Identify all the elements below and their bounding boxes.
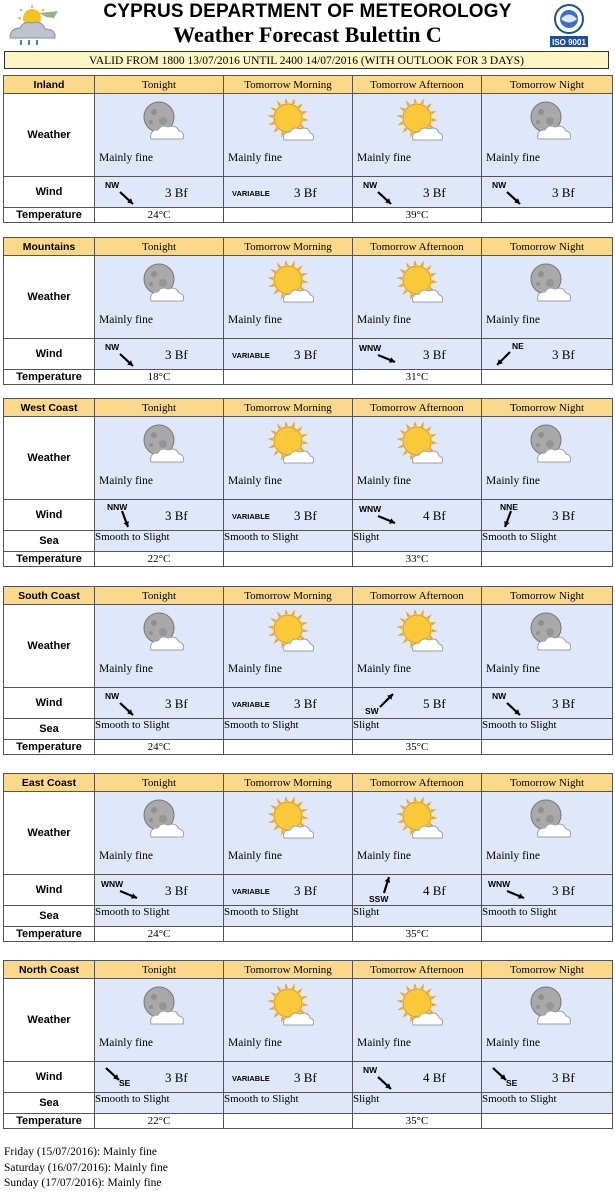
wind-force: 4 Bf xyxy=(423,508,446,523)
wind-direction: NW xyxy=(105,342,120,352)
wind-direction: NW xyxy=(363,180,378,190)
temperature-high: 35°C xyxy=(353,927,482,942)
outlook-day-1: Friday (15/07/2016): Mainly fine xyxy=(4,1146,157,1158)
weather-text: Mainly fine xyxy=(99,663,153,675)
temperature-high: 35°C xyxy=(353,1114,482,1129)
weather-text: Mainly fine xyxy=(357,475,411,487)
temperature-low: 24°C xyxy=(95,740,224,755)
column-header: Tomorrow Night xyxy=(482,76,613,94)
wind-arrow-icon xyxy=(494,349,514,369)
column-header: Tomorrow Afternoon xyxy=(353,399,482,417)
column-header: Tonight xyxy=(95,774,224,792)
wind-direction: VARIABLE xyxy=(232,512,270,521)
weather-text: Mainly fine xyxy=(486,1037,540,1049)
weather-text: Mainly fine xyxy=(486,152,540,164)
sea-state: Smooth to Slight xyxy=(95,531,224,552)
moon-cloud-icon xyxy=(137,984,185,1028)
wind-direction: WNW xyxy=(359,343,382,353)
wind-direction: SSW xyxy=(369,894,389,904)
temperature-low: 18°C xyxy=(95,370,224,385)
weather-cell xyxy=(482,792,613,875)
wind-force: 3 Bf xyxy=(165,347,188,362)
temperature-empty xyxy=(482,208,613,223)
weather-cell xyxy=(95,605,224,688)
temperature-empty xyxy=(482,370,613,385)
wind-cell xyxy=(224,177,353,208)
column-header: Tomorrow Afternoon xyxy=(353,587,482,605)
sun-cloud-icon xyxy=(395,261,443,305)
weather-cell xyxy=(353,605,482,688)
row-label-sea: Sea xyxy=(4,531,95,552)
wind-cell xyxy=(95,339,224,370)
column-header: Tomorrow Morning xyxy=(224,76,353,94)
wind-force: 3 Bf xyxy=(552,696,575,711)
wind-direction: NNE xyxy=(500,502,518,512)
wind-force: 3 Bf xyxy=(165,508,188,523)
forecast-table-south-coast xyxy=(3,586,613,755)
wind-force: 5 Bf xyxy=(423,696,446,711)
row-label-temperature: Temperature xyxy=(4,208,95,223)
row-label-wind: Wind xyxy=(4,875,95,906)
forecast-table-inland xyxy=(3,75,613,223)
moon-cloud-icon xyxy=(524,422,572,466)
wind-cell xyxy=(95,500,224,531)
weather-text: Mainly fine xyxy=(99,152,153,164)
temperature-empty xyxy=(482,740,613,755)
row-label-weather: Weather xyxy=(4,979,95,1062)
temperature-empty xyxy=(482,1114,613,1129)
column-header: Tomorrow Night xyxy=(482,238,613,256)
sun-cloud-icon xyxy=(395,797,443,841)
wind-force: 3 Bf xyxy=(294,883,317,898)
wind-cell xyxy=(482,875,613,906)
wind-direction: NW xyxy=(492,691,507,701)
temperature-empty xyxy=(224,1114,353,1129)
weather-text: Mainly fine xyxy=(486,314,540,326)
wind-arrow-icon xyxy=(117,351,137,371)
row-label-wind: Wind xyxy=(4,688,95,719)
weather-cell xyxy=(353,417,482,500)
weather-text: Mainly fine xyxy=(357,1037,411,1049)
sea-state: Smooth to Slight xyxy=(482,531,613,552)
validity-banner: VALID FROM 1800 13/07/2016 UNTIL 2400 14/07/2016 (WITH OUTLOOK FOR 3 DAYS) xyxy=(4,51,609,69)
sea-state: Slight xyxy=(353,906,482,927)
wind-direction: VARIABLE xyxy=(232,351,270,360)
moon-cloud-icon xyxy=(524,610,572,654)
page-header xyxy=(0,0,615,50)
wind-cell xyxy=(224,1062,353,1093)
region-name: Inland xyxy=(4,76,95,94)
wind-direction: NE xyxy=(512,341,524,351)
column-header: Tomorrow Morning xyxy=(224,961,353,979)
column-header: Tomorrow Night xyxy=(482,399,613,417)
sea-state: Smooth to Slight xyxy=(95,719,224,740)
sun-cloud-icon xyxy=(395,984,443,1028)
wind-direction: VARIABLE xyxy=(232,700,270,709)
wind-force: 3 Bf xyxy=(423,185,446,200)
wind-force: 4 Bf xyxy=(423,883,446,898)
sea-state: Smooth to Slight xyxy=(224,719,353,740)
weather-cell xyxy=(482,256,613,339)
weather-cell xyxy=(482,94,613,177)
sea-state: Smooth to Slight xyxy=(224,1093,353,1114)
iso-logo-icon xyxy=(546,2,592,48)
column-header: Tomorrow Morning xyxy=(224,587,353,605)
moon-cloud-icon xyxy=(137,99,185,143)
weather-cell xyxy=(224,94,353,177)
wind-arrow-icon xyxy=(117,700,137,720)
row-label-temperature: Temperature xyxy=(4,1114,95,1129)
wind-direction: SE xyxy=(119,1078,131,1088)
weather-text: Mainly fine xyxy=(357,663,411,675)
wind-direction: VARIABLE xyxy=(232,887,270,896)
wind-force: 3 Bf xyxy=(294,508,317,523)
sea-state: Smooth to Slight xyxy=(224,906,353,927)
wind-cell xyxy=(353,875,482,906)
row-label-wind: Wind xyxy=(4,177,95,208)
sea-state: Smooth to Slight xyxy=(482,906,613,927)
sun-cloud-icon xyxy=(395,99,443,143)
column-header: Tomorrow Afternoon xyxy=(353,774,482,792)
wind-arrow-icon xyxy=(490,1065,510,1085)
row-label-temperature: Temperature xyxy=(4,740,95,755)
moon-cloud-icon xyxy=(137,610,185,654)
outlook xyxy=(4,1145,168,1192)
weather-text: Mainly fine xyxy=(486,850,540,862)
weather-cell xyxy=(353,792,482,875)
wind-direction: SE xyxy=(506,1078,518,1088)
wind-force: 3 Bf xyxy=(552,1070,575,1085)
column-header: Tonight xyxy=(95,399,224,417)
column-header: Tomorrow Afternoon xyxy=(353,961,482,979)
row-label-temperature: Temperature xyxy=(4,370,95,385)
temperature-empty xyxy=(482,552,613,567)
row-label-weather: Weather xyxy=(4,605,95,688)
wind-direction: SW xyxy=(365,706,379,716)
wind-direction: VARIABLE xyxy=(232,189,270,198)
forecast-table-east-coast xyxy=(3,773,613,942)
column-header: Tomorrow Morning xyxy=(224,774,353,792)
weather-cell xyxy=(353,256,482,339)
wind-force: 3 Bf xyxy=(165,185,188,200)
weather-cell xyxy=(224,792,353,875)
wind-arrow-icon xyxy=(377,349,397,369)
row-label-wind: Wind xyxy=(4,339,95,370)
wind-force: 3 Bf xyxy=(294,696,317,711)
wind-direction: WNW xyxy=(101,879,124,889)
weather-text: Mainly fine xyxy=(228,663,282,675)
weather-cell xyxy=(482,417,613,500)
iso-label: ISO 9001 xyxy=(552,38,586,47)
sun-cloud-icon xyxy=(266,422,314,466)
temperature-empty xyxy=(224,552,353,567)
sun-cloud-icon xyxy=(266,610,314,654)
weather-cell xyxy=(224,979,353,1062)
temperature-empty xyxy=(224,370,353,385)
wind-cell xyxy=(482,1062,613,1093)
wind-arrow-icon xyxy=(498,510,518,530)
sea-state: Smooth to Slight xyxy=(95,906,224,927)
region-name: West Coast xyxy=(4,399,95,417)
wind-direction: WNW xyxy=(488,879,511,889)
column-header: Tonight xyxy=(95,76,224,94)
weather-text: Mainly fine xyxy=(486,663,540,675)
column-header: Tomorrow Afternoon xyxy=(353,238,482,256)
wind-cell xyxy=(353,1062,482,1093)
row-label-sea: Sea xyxy=(4,1093,95,1114)
wind-force: 3 Bf xyxy=(423,347,446,362)
moon-cloud-icon xyxy=(137,797,185,841)
column-header: Tomorrow Morning xyxy=(224,399,353,417)
wind-arrow-icon xyxy=(117,189,137,209)
sun-cloud-icon xyxy=(266,984,314,1028)
wind-force: 3 Bf xyxy=(165,1070,188,1085)
outlook-day-2: Saturday (16/07/2016): Mainly fine xyxy=(4,1161,168,1174)
forecast-table-mountains xyxy=(3,237,613,385)
row-label-wind: Wind xyxy=(4,1062,95,1093)
sun-cloud-icon xyxy=(395,610,443,654)
sun-cloud-icon xyxy=(266,99,314,143)
region-name: East Coast xyxy=(4,774,95,792)
forecast-table-north-coast xyxy=(3,960,613,1129)
column-header: Tomorrow Afternoon xyxy=(353,76,482,94)
sun-cloud-icon xyxy=(266,261,314,305)
wind-direction: NW xyxy=(363,1065,378,1075)
temperature-empty xyxy=(224,740,353,755)
temperature-high: 31°C xyxy=(353,370,482,385)
weather-cell xyxy=(482,605,613,688)
wind-arrow-icon xyxy=(119,885,139,905)
column-header: Tonight xyxy=(95,961,224,979)
department-title: CYPRUS DEPARTMENT OF METEOROLOGY xyxy=(103,1,512,22)
weather-cell xyxy=(95,94,224,177)
region-name: North Coast xyxy=(4,961,95,979)
weather-text: Mainly fine xyxy=(228,475,282,487)
sea-state: Slight xyxy=(353,531,482,552)
temperature-low: 24°C xyxy=(95,208,224,223)
wind-cell xyxy=(353,177,482,208)
weather-text: Mainly fine xyxy=(99,1037,153,1049)
row-label-sea: Sea xyxy=(4,906,95,927)
weather-cell xyxy=(95,792,224,875)
moon-cloud-icon xyxy=(137,422,185,466)
wind-cell xyxy=(95,875,224,906)
wind-arrow-icon xyxy=(375,189,395,209)
weather-text: Mainly fine xyxy=(357,850,411,862)
weather-cell xyxy=(95,979,224,1062)
moon-cloud-icon xyxy=(524,984,572,1028)
column-header: Tomorrow Night xyxy=(482,774,613,792)
weather-cell xyxy=(224,256,353,339)
weather-text: Mainly fine xyxy=(99,850,153,862)
wind-cell xyxy=(224,688,353,719)
wind-arrow-icon xyxy=(115,510,135,530)
row-label-weather: Weather xyxy=(4,256,95,339)
weather-text: Mainly fine xyxy=(228,1037,282,1049)
row-label-weather: Weather xyxy=(4,792,95,875)
weather-text: Mainly fine xyxy=(486,475,540,487)
sea-state: Smooth to Slight xyxy=(482,1093,613,1114)
wind-cell xyxy=(353,500,482,531)
weather-cell xyxy=(224,605,353,688)
column-header: Tomorrow Night xyxy=(482,587,613,605)
wind-force: 3 Bf xyxy=(294,347,317,362)
wind-cell xyxy=(353,339,482,370)
wind-cell xyxy=(482,177,613,208)
wind-arrow-icon xyxy=(506,885,526,905)
column-header: Tonight xyxy=(95,587,224,605)
temperature-low: 22°C xyxy=(95,552,224,567)
wind-force: 3 Bf xyxy=(552,508,575,523)
wind-force: 3 Bf xyxy=(294,185,317,200)
moon-cloud-icon xyxy=(524,797,572,841)
sun-cloud-icon xyxy=(395,422,443,466)
wind-cell xyxy=(95,688,224,719)
row-label-temperature: Temperature xyxy=(4,927,95,942)
region-name: Mountains xyxy=(4,238,95,256)
temperature-low: 22°C xyxy=(95,1114,224,1129)
row-label-weather: Weather xyxy=(4,417,95,500)
wind-direction: NNW xyxy=(107,502,128,512)
wind-cell xyxy=(95,177,224,208)
temperature-high: 35°C xyxy=(353,740,482,755)
wind-arrow-icon xyxy=(103,1065,123,1085)
weather-text: Mainly fine xyxy=(357,152,411,164)
weather-cell xyxy=(482,979,613,1062)
moon-cloud-icon xyxy=(524,99,572,143)
weather-text: Mainly fine xyxy=(99,314,153,326)
forecast-table-west-coast xyxy=(3,398,613,567)
wind-arrow-icon xyxy=(377,875,397,895)
wind-cell xyxy=(482,688,613,719)
wind-cell xyxy=(224,339,353,370)
sea-state: Smooth to Slight xyxy=(95,1093,224,1114)
row-label-sea: Sea xyxy=(4,719,95,740)
wind-force: 3 Bf xyxy=(552,883,575,898)
wind-arrow-icon xyxy=(504,189,524,209)
weather-text: Mainly fine xyxy=(228,850,282,862)
column-header: Tonight xyxy=(95,238,224,256)
wind-direction: NW xyxy=(105,180,120,190)
temperature-low: 24°C xyxy=(95,927,224,942)
outlook-day-3: Sunday (17/07/2016): Mainly fine xyxy=(4,1177,162,1189)
temperature-high: 39°C xyxy=(353,208,482,223)
moon-cloud-icon xyxy=(137,261,185,305)
sea-state: Slight xyxy=(353,1093,482,1114)
wind-arrow-icon xyxy=(375,1074,395,1094)
wind-arrow-icon xyxy=(504,700,524,720)
bulletin-title: Weather Forecast Bulettin C xyxy=(173,22,442,47)
row-label-temperature: Temperature xyxy=(4,552,95,567)
wind-force: 3 Bf xyxy=(165,696,188,711)
wind-cell xyxy=(482,500,613,531)
temperature-high: 33°C xyxy=(353,552,482,567)
wind-force: 3 Bf xyxy=(552,347,575,362)
wind-cell xyxy=(95,1062,224,1093)
wind-force: 3 Bf xyxy=(294,1070,317,1085)
temperature-empty xyxy=(224,927,353,942)
weather-text: Mainly fine xyxy=(228,314,282,326)
wind-direction: WNW xyxy=(359,504,382,514)
column-header: Tomorrow Morning xyxy=(224,238,353,256)
weather-cell xyxy=(353,94,482,177)
sun-cloud-icon xyxy=(266,797,314,841)
wind-arrow-icon xyxy=(377,690,397,710)
temperature-empty xyxy=(224,208,353,223)
wind-direction: NW xyxy=(105,691,120,701)
wind-cell xyxy=(353,688,482,719)
weather-cell xyxy=(95,417,224,500)
wind-direction: NW xyxy=(492,180,507,190)
wind-force: 4 Bf xyxy=(423,1070,446,1085)
column-header: Tomorrow Night xyxy=(482,961,613,979)
region-name: South Coast xyxy=(4,587,95,605)
moon-cloud-icon xyxy=(524,261,572,305)
wind-cell xyxy=(224,875,353,906)
wind-cell xyxy=(482,339,613,370)
row-label-wind: Wind xyxy=(4,500,95,531)
weather-text: Mainly fine xyxy=(357,314,411,326)
row-label-weather: Weather xyxy=(4,94,95,177)
wind-force: 3 Bf xyxy=(552,185,575,200)
wind-direction: VARIABLE xyxy=(232,1074,270,1083)
wind-arrow-icon xyxy=(377,510,397,530)
weather-text: Mainly fine xyxy=(99,475,153,487)
wind-cell xyxy=(224,500,353,531)
sea-state: Smooth to Slight xyxy=(482,719,613,740)
weather-cell xyxy=(353,979,482,1062)
sea-state: Smooth to Slight xyxy=(224,531,353,552)
weather-text: Mainly fine xyxy=(228,152,282,164)
temperature-empty xyxy=(482,927,613,942)
weather-cell xyxy=(224,417,353,500)
wind-force: 3 Bf xyxy=(165,883,188,898)
weather-cell xyxy=(95,256,224,339)
sea-state: Slight xyxy=(353,719,482,740)
